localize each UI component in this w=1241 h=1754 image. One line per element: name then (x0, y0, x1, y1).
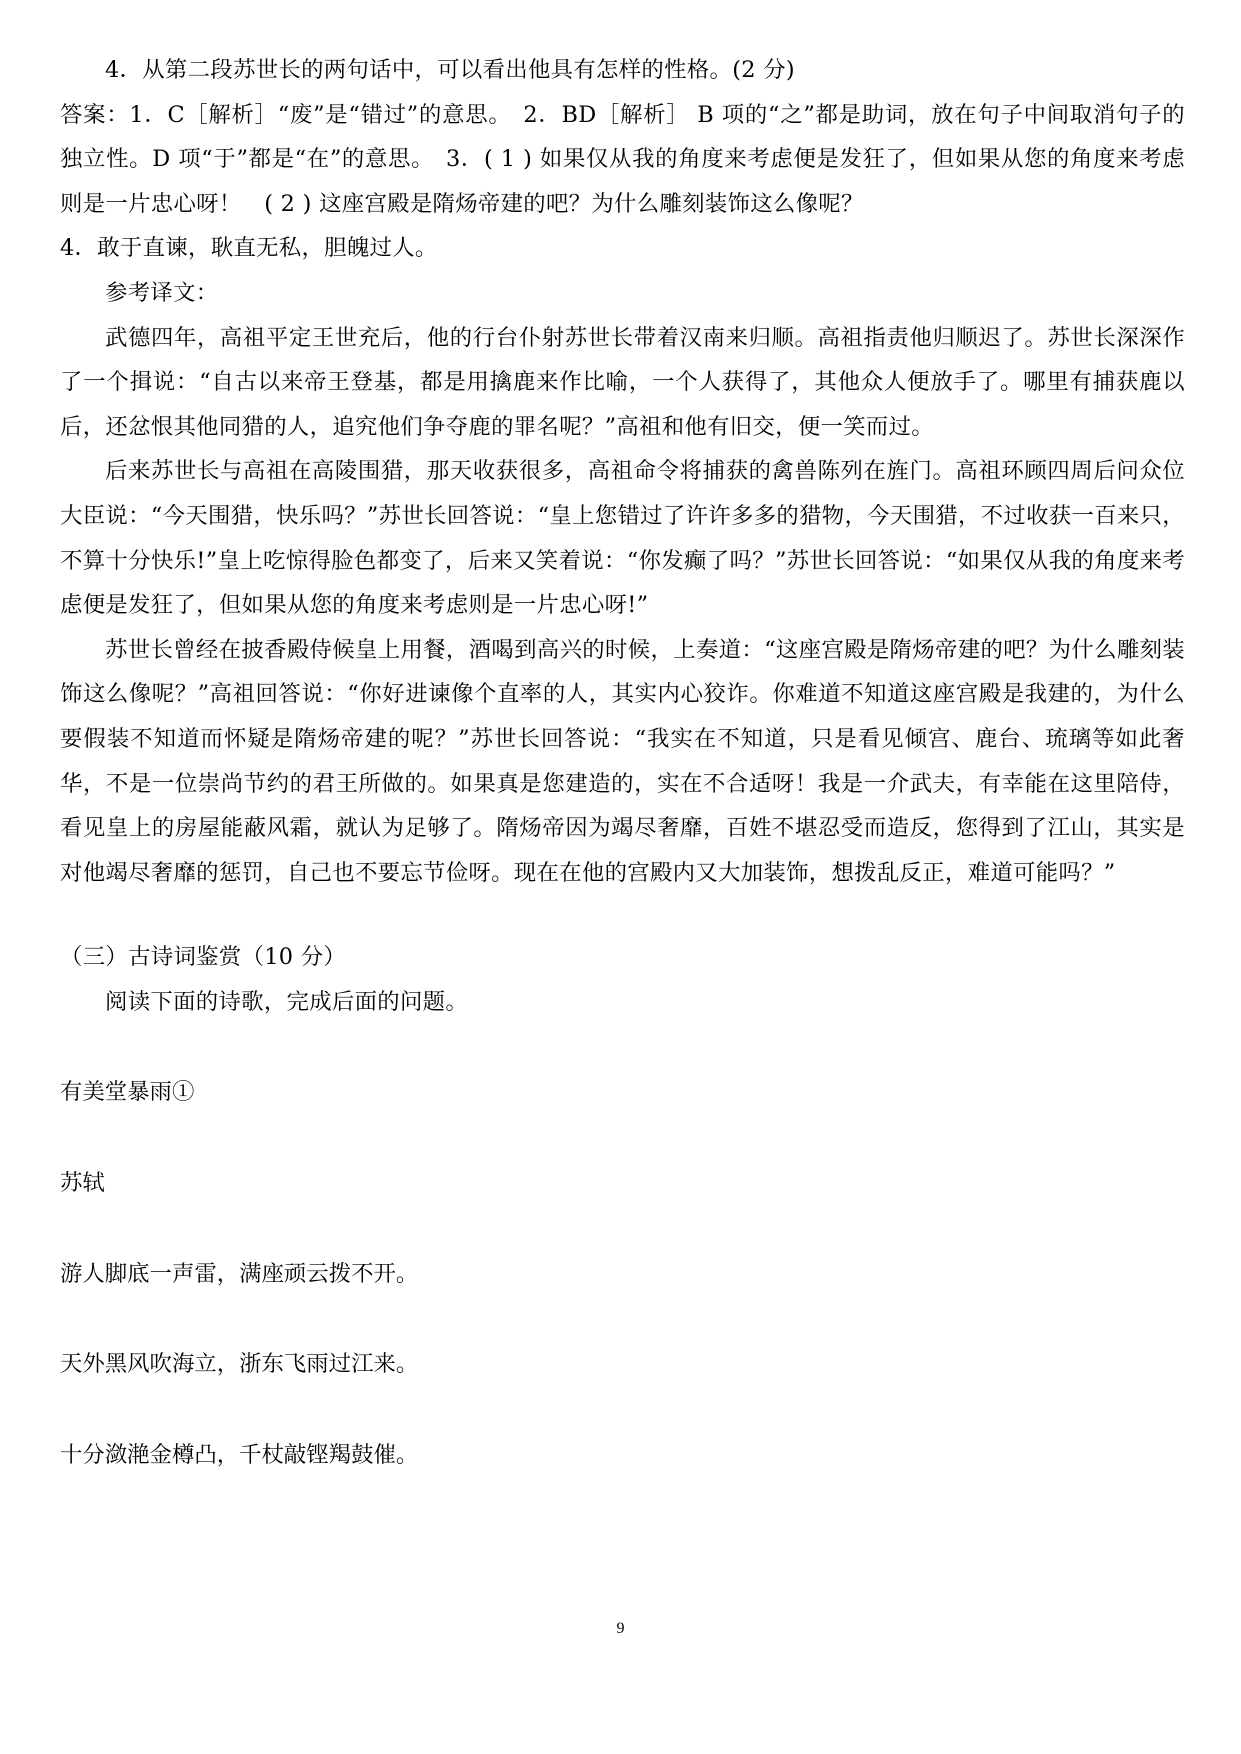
document-page (60, 48, 1185, 1477)
answer-4: 4．敢于直谏，耿直无私，胆魄过人。 (60, 235, 438, 262)
poem-author: 苏轼 (60, 1170, 105, 1197)
translation-paragraph-1: 武德四年，高祖平定王世充后，他的行台仆射苏世长带着汉南来归顺。高祖指责他归顺迟了。苏世长深深作了一个揖说：“自古以来帝王登基，都是用擒鹿来作比喻，一个人获得了，其他众人便放手了。哪里有捕获鹿以后，还忿恨其他同猎的人，追究他们争夺鹿的罪名呢？”高祖和他有旧交，便一笑而过。 (60, 324, 1185, 440)
section-3-instruction: 阅读下面的诗歌，完成后面的问题。 (105, 988, 469, 1015)
poem-line-2: 天外黑风吹海立，浙东飞雨过江来。 (60, 1351, 419, 1378)
section-3-heading: （三）古诗词鉴赏（10 分） (60, 944, 347, 971)
poem-line-1: 游人脚底一声雷，满座顽云拨不开。 (60, 1260, 419, 1287)
poem-title: 有美堂暴雨① (60, 1079, 195, 1106)
translation-paragraph-3: 苏世长曾经在披香殿侍候皇上用餐，酒喝到高兴的时候，上奏道：“这座宫殿是隋炀帝建的吧？为什么雕刻装饰这么像呢？”高祖回答说：“你好进谏像个直率的人，其实内心狡诈。你难道不知道这座宫殿是我建的，为什么要假装不知道而怀疑是隋炀帝建的呢？”苏世长回答说：“我实在不知道，只是看见倾宫、鹿台、琉璃等如此奢华，不是一位崇尚节约的君王所做的。如果真是您建造的，实在不合适呀！我是一介武夫，有幸能在这里陪侍，看见皇上的房屋能蔽风霜，就认为足够了。隋炀帝因为竭尽奢靡，百姓不堪忍受而造反，您得到了江山，其实是对他竭尽奢靡的惩罚，自己也不要忘节俭呀。现在在他的宫殿内又大加装饰，想拨乱反正，难道可能吗？” (60, 636, 1185, 886)
question-4: 4．从第二段苏世长的两句话中，可以看出他具有怎样的性格。(2 分) (105, 57, 795, 83)
translation-paragraph-2: 后来苏世长与高祖在高陵围猎，那天收获很多，高祖命令将捕获的禽兽陈列在旌门。高祖环顾四周后问众位大臣说：“今天围猎，快乐吗？”苏世长回答说：“皇上您错过了许许多多的猎物，今天围猎，不过收获一百来只，不算十分快乐!”皇上吃惊得脸色都变了，后来又笑着说：“你发癫了吗？”苏世长回答说：“如果仅从我的角度来考虑便是发狂了，但如果从您的角度来考虑则是一片忠心呀!” (60, 458, 1185, 619)
translation-label: 参考译文： (105, 279, 219, 306)
answers-paragraph: 答案：1．C［解析］“废”是“错过”的意思。 2．BD［解析］ B 项的“之”都是助词，放在句子中间取消句子的独立性。D 项“于”都是“在”的意思。 3．( 1 ) 如果仅从我的角度来考虑便是发狂了，但如果从您的角度来考虑则是一片忠心呀！ ( 2 ) 这座宫殿是隋炀帝建的吧？为什么雕刻装饰这么像呢？ (60, 101, 1185, 217)
page-number: 9 (616, 1620, 625, 1637)
poem-line-3: 十分潋滟金樽凸，千杖敲铿羯鼓催。 (60, 1441, 419, 1468)
